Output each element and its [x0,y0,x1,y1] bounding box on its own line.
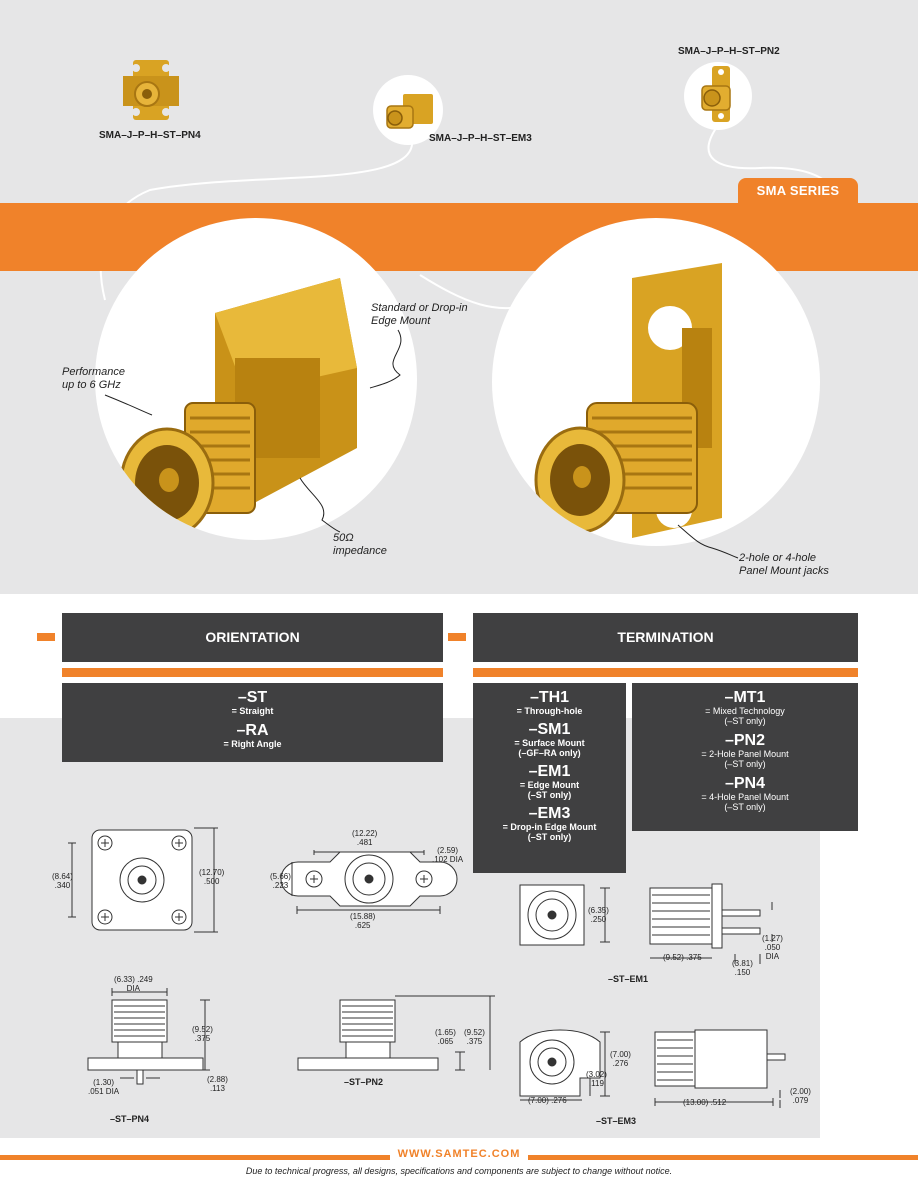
dim-em3-pin: (2.00) .079 [790,1087,811,1105]
dim-pn4-flange: (2.88) .113 [207,1075,228,1093]
drawing-2hole-flange [281,850,457,914]
callout-performance: Performance up to 6 GHz [62,366,125,391]
option-pn2: –PN2 = 2-Hole Panel Mount (–ST only) [701,732,789,769]
option-ra: –RA = Right Angle [223,722,282,749]
dim-pn4-height: (9.52) .375 [192,1025,213,1043]
option-mt1: –MT1 = Mixed Technology (–ST only) [705,689,785,726]
option-em3: –EM3 = Drop-in Edge Mount (–ST only) [502,805,597,842]
dim-flange-hole: (2.59) .102 DIA [432,846,464,864]
option-th1: –TH1 = Through-hole [516,689,583,716]
orientation-header: ORIENTATION [62,613,443,662]
dim-pn4-dia: (6.33) .249 DIA [114,975,153,993]
footer-disclaimer: Due to technical progress, all designs, specifications and components are subject to change without notice. [245,1166,673,1176]
part-label-pn2: SMA–J–P–H–ST–PN2 [678,46,780,57]
label-st-em3: –ST–EM3 [596,1116,637,1126]
termination-header: TERMINATION [473,613,858,662]
footer-url[interactable]: WWW.SAMTEC.COM [0,1148,918,1160]
label-st-pn2: –ST–PN2 [344,1077,384,1087]
option-pn4: –PN4 = 4-Hole Panel Mount (–ST only) [701,775,789,812]
option-st: –ST = Straight [231,689,274,716]
dim-square-width: (12.70) .500 [199,868,225,886]
dim-em1-pin: (1.27) .050 DIA [762,934,783,961]
part-label-pn4: SMA–J–P–H–ST–PN4 [99,130,201,141]
drawing-square-flange [68,828,218,932]
dim-em3-width: (7.00) .276 [528,1096,567,1105]
option-sm1: –SM1 = Surface Mount (–GF–RA only) [514,721,585,758]
dim-em1-square: (6.35) .250 [588,906,609,924]
dim-pn4-pin: (1.30) .051 DIA [88,1078,120,1096]
callout-impedance: 50Ω impedance [333,532,387,557]
dim-em3-length: (13.00) .512 [683,1098,727,1107]
dim-flange-top: (12.22) .481 [352,829,378,847]
dim-em1-offset: (3.81) .150 [732,959,753,977]
callout-panel-mount: 2-hole or 4-hole Panel Mount jacks [739,552,829,577]
dim-flange-height: (5.66) .223 [270,872,291,890]
dim-em3-offset: (3.02) .119 [586,1070,607,1088]
dim-em1-length: (9.52) .375 [663,953,702,962]
label-st-pn4: –ST–PN4 [110,1114,150,1124]
dim-pn2-flange: (1.65) .065 [435,1028,456,1046]
callout-edge-mount: Standard or Drop-in Edge Mount [371,302,468,327]
label-st-em1: –ST–EM1 [608,974,649,984]
drawing-em3-front [520,1030,610,1100]
dim-square-height: (8.64) .340 [52,872,73,890]
dim-em3-height: (7.00) .276 [610,1050,631,1068]
dim-flange-width: (15.88) .625 [350,912,376,930]
drawing-em3-side [655,1030,785,1108]
part-label-em3: SMA–J–P–H–ST–EM3 [429,133,532,144]
series-tab: SMA SERIES [738,178,858,203]
dim-pn2-height: (9.52) .375 [464,1028,485,1046]
drawing-em1-side [650,884,772,964]
option-em1: –EM1 = Edge Mount (–ST only) [519,763,580,800]
